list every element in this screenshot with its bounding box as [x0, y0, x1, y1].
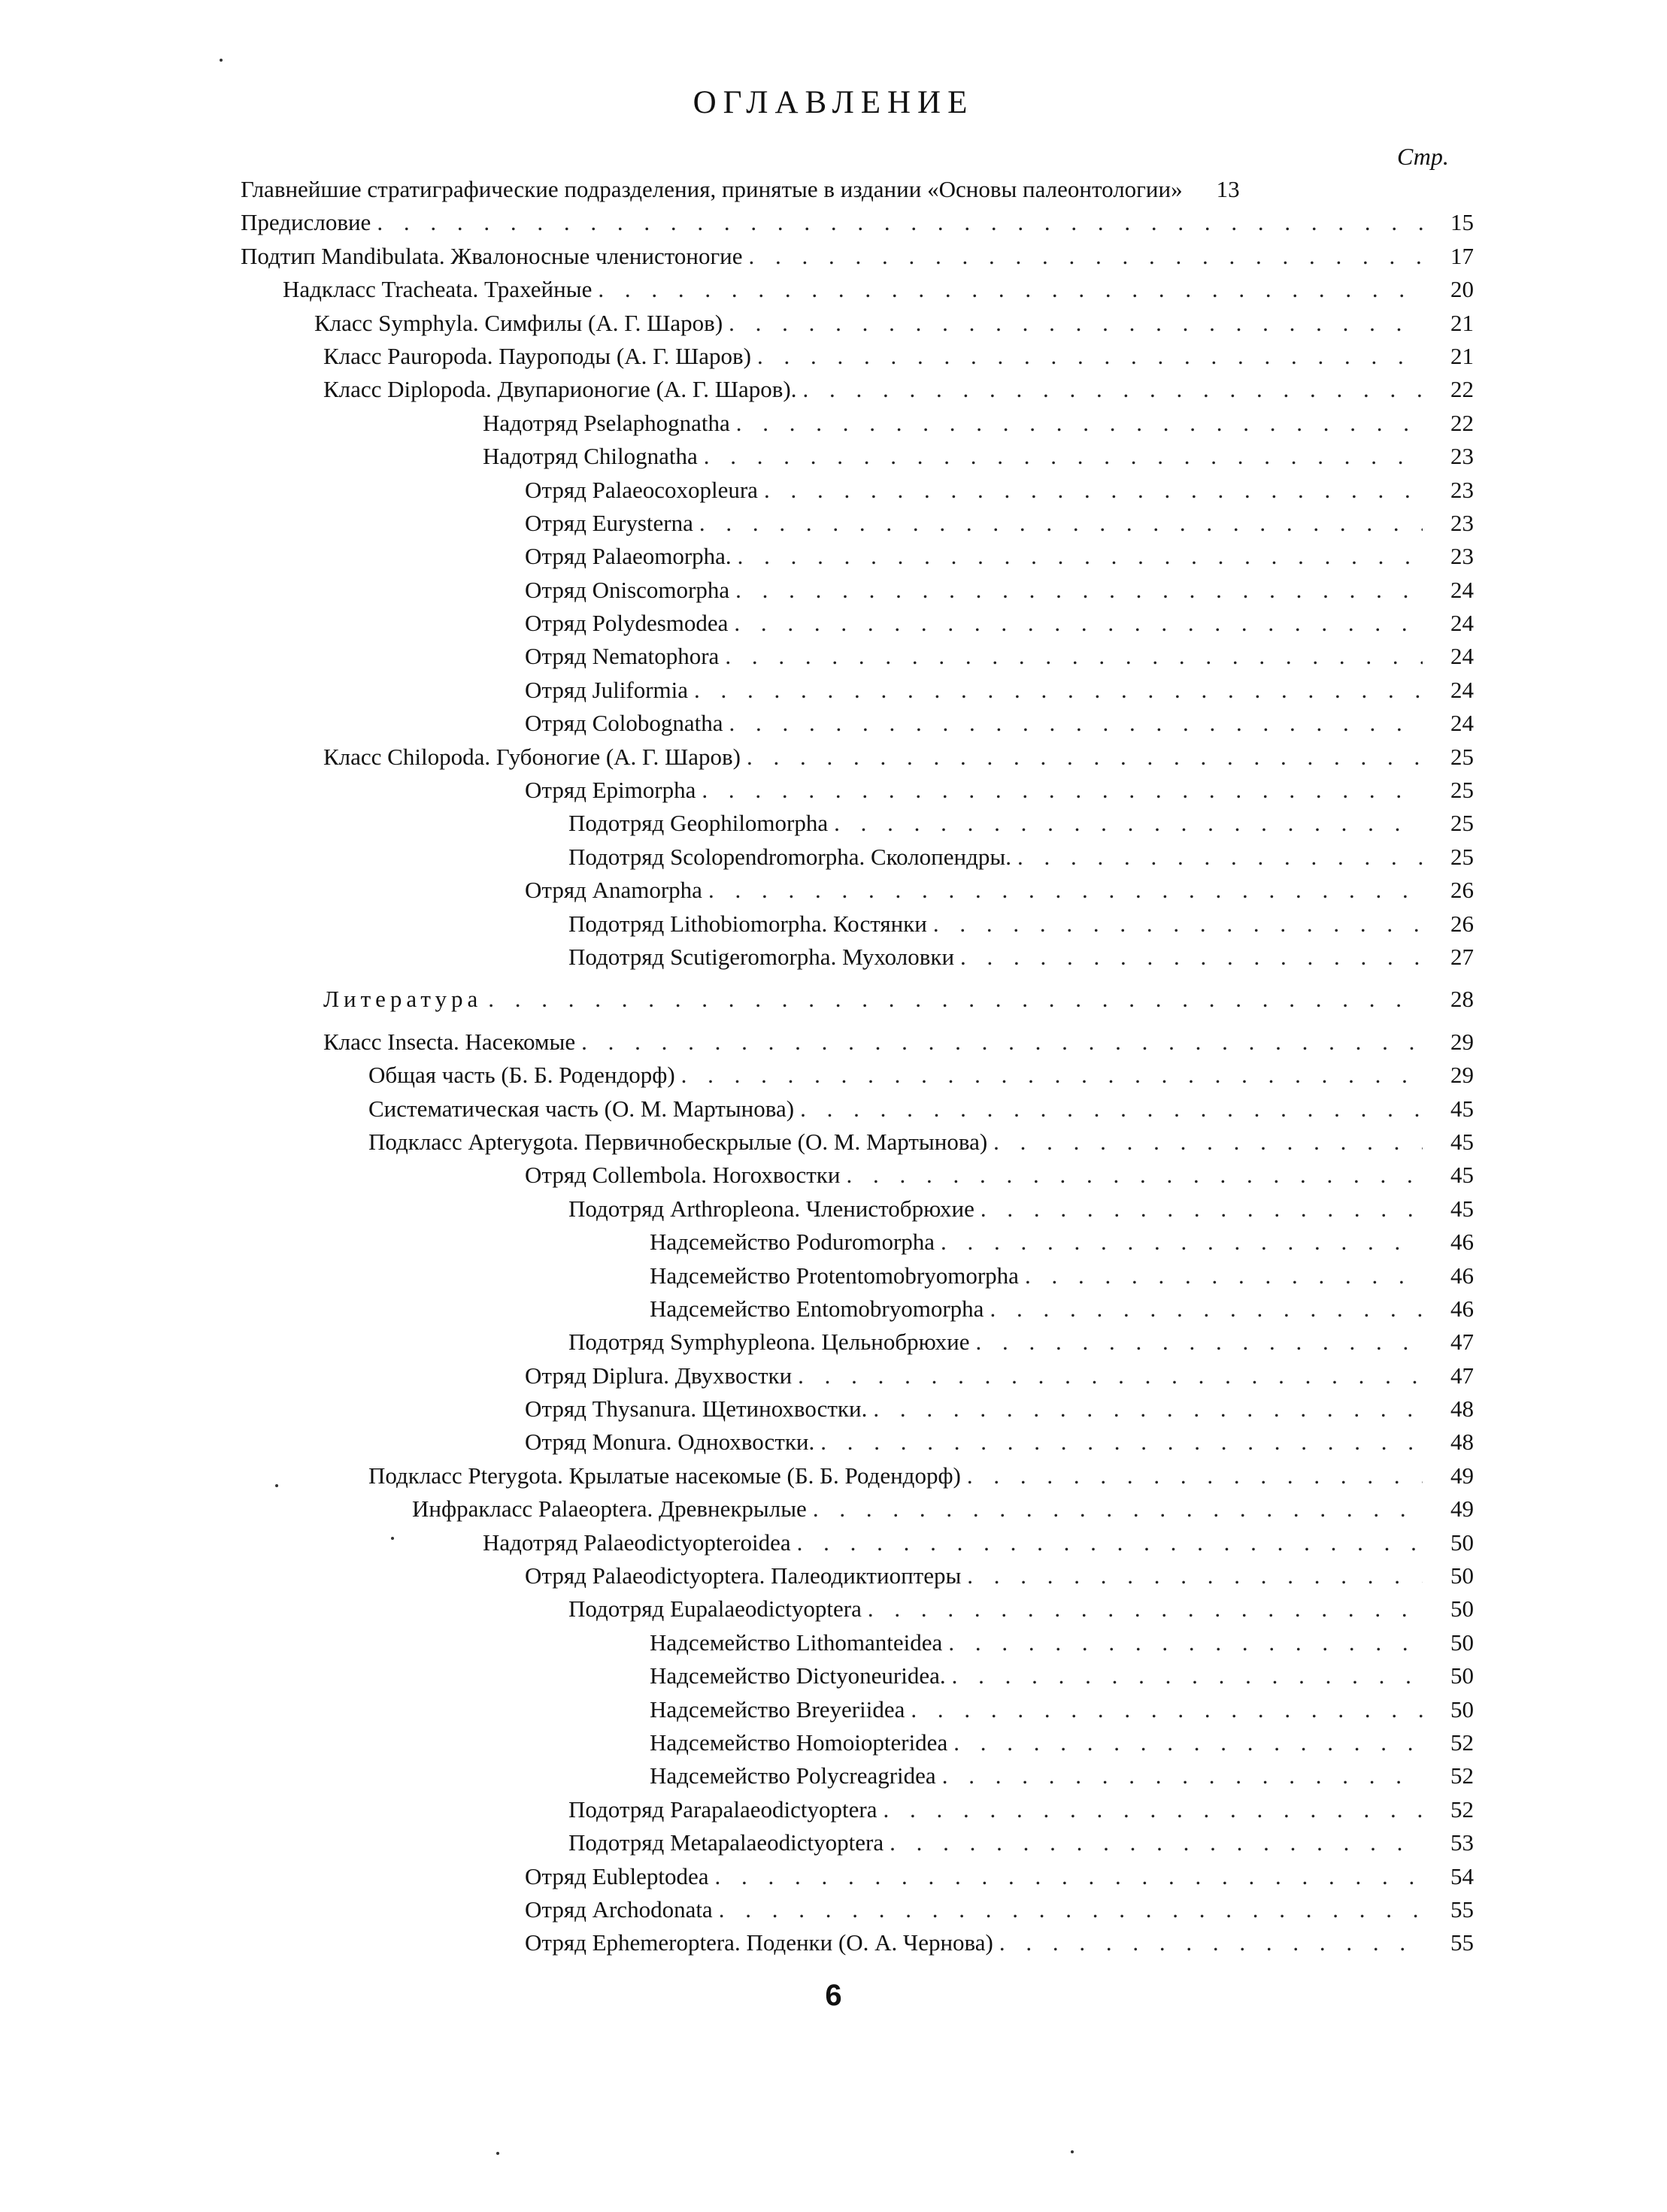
toc-entry — [241, 1860, 1474, 1893]
toc-entry-title: Главнейшие стратиграфические подразделения, принятые в издании «Основы палеонтологии» — [241, 176, 1183, 202]
toc-entry-page: 45 — [1450, 1128, 1474, 1155]
toc-entry-page: 52 — [1450, 1762, 1474, 1789]
toc-entry — [241, 574, 1474, 607]
toc-entry-page: 22 — [1450, 376, 1474, 403]
toc-entry-page: 48 — [1450, 1395, 1474, 1423]
toc-entry-page: 50 — [1450, 1529, 1474, 1556]
toc-entry — [241, 1459, 1474, 1492]
toc-entry-page: 23 — [1450, 443, 1474, 470]
toc-entry-title: Отряд Palaeomorpha. — [525, 543, 732, 570]
toc-entry-page: 26 — [1450, 877, 1474, 904]
toc-entry-page: 50 — [1450, 1662, 1474, 1689]
toc-entry — [241, 340, 1474, 373]
toc-entry-page: 13 — [1216, 176, 1240, 202]
toc-entry-page: 50 — [1450, 1629, 1474, 1656]
dot-leader — [694, 674, 1423, 707]
page-column-header: Стр. — [1397, 143, 1449, 170]
toc-entry-page: 53 — [1450, 1829, 1474, 1856]
dot-leader — [377, 206, 1423, 239]
toc-entry-title: Надсемейство Polycreagridea — [650, 1762, 936, 1789]
toc-entry — [241, 1559, 1474, 1592]
dot-leader — [967, 1559, 1423, 1592]
toc-entry-title: Отряд Diplura. Двухвостки — [525, 1362, 793, 1389]
toc-entry-page: 46 — [1450, 1229, 1474, 1256]
toc-entry-title: Отряд Nematophora — [525, 643, 720, 670]
toc-entry-page: 50 — [1450, 1695, 1474, 1723]
dot-leader — [581, 1026, 1423, 1059]
toc-entry — [241, 540, 1474, 573]
dot-leader — [960, 941, 1423, 974]
dot-leader — [990, 1292, 1423, 1326]
dot-leader — [729, 307, 1423, 340]
dot-leader — [933, 908, 1423, 941]
toc-entry — [241, 1326, 1474, 1359]
toc-entry-page: 25 — [1450, 810, 1474, 837]
print-speck — [220, 59, 223, 62]
toc-entry — [241, 440, 1474, 473]
toc-entry-title: Отряд Anamorpha — [525, 877, 702, 904]
toc-entry-title: Отряд Palaeodictyoptera. Палеодиктиоптеры — [525, 1562, 962, 1589]
toc-entry — [241, 1826, 1474, 1859]
toc-entry-title: Класс Diplopoda. Двупарионогие (А. Г. Шаров). — [323, 376, 797, 403]
contents-title: ОГЛАВЛЕНИЕ — [693, 85, 974, 120]
toc-entry-page: 45 — [1450, 1162, 1474, 1189]
dot-leader — [948, 1626, 1423, 1659]
toc-entry-page: 47 — [1450, 1362, 1474, 1389]
toc-entry — [241, 1359, 1474, 1392]
dot-leader — [800, 1092, 1423, 1126]
toc-entry-page: 17 — [1450, 242, 1474, 269]
toc-entry-title: Надсемейство Protentomobryomorpha — [650, 1262, 1019, 1289]
toc-entry-page: 26 — [1450, 910, 1474, 937]
dot-leader — [975, 1326, 1423, 1359]
dot-leader — [993, 1126, 1423, 1159]
dot-leader — [708, 874, 1423, 907]
toc-entry-title: Отряд Eurysterna — [525, 509, 693, 536]
toc-entry-page: 46 — [1450, 1295, 1474, 1322]
toc-entry-page: 50 — [1450, 1595, 1474, 1623]
toc-entry-page: 28 — [1450, 986, 1474, 1013]
toc-entry-page: 21 — [1450, 309, 1474, 336]
toc-entry — [241, 1726, 1474, 1759]
toc-entry-title: Класс Symphyla. Симфилы (А. Г. Шаров) — [314, 309, 723, 336]
toc-entry — [241, 273, 1474, 306]
toc-entry-page: 15 — [1450, 209, 1474, 236]
dot-leader — [747, 741, 1423, 774]
toc-entry-title: Надсемейство Entomobryomorpha — [650, 1295, 984, 1322]
dot-leader — [942, 1759, 1423, 1792]
toc-entry — [241, 307, 1474, 340]
toc-entry — [241, 206, 1474, 239]
toc-entry-title: Надсемейство Poduromorpha — [650, 1229, 935, 1256]
toc-entry-title: Подкласс Apterygota. Первичнобескрылые (О. М. Мартынова) — [368, 1128, 988, 1155]
toc-entry — [241, 1192, 1474, 1226]
toc-entry — [241, 1126, 1474, 1159]
section-gap — [241, 1017, 1474, 1026]
toc-entry-page: 24 — [1450, 576, 1474, 603]
dot-leader — [757, 340, 1423, 373]
toc-entry-title: Класс Insecta. Насекомые — [323, 1028, 576, 1055]
toc-entry-page: 47 — [1450, 1329, 1474, 1356]
toc-entry-page: 20 — [1450, 276, 1474, 303]
toc-entry — [241, 1793, 1474, 1826]
toc-entry — [241, 841, 1474, 874]
dot-leader — [883, 1793, 1423, 1826]
dot-leader — [598, 273, 1423, 306]
toc-entry-page: 24 — [1450, 676, 1474, 703]
toc-entry-title: Отряд Ephemeroptera. Поденки (О. А. Чернова) — [525, 1929, 993, 1956]
dot-leader — [798, 1359, 1423, 1392]
toc-entry-title: Надотряд Pselaphognatha — [483, 409, 730, 436]
toc-entry-title: Отряд Polydesmodea — [525, 610, 729, 637]
toc-entry — [241, 1026, 1474, 1059]
toc-entry — [241, 741, 1474, 774]
toc-entry-title: Подотряд Lithobiomorpha. Костянки — [568, 910, 927, 937]
dot-leader — [764, 474, 1423, 507]
dot-leader — [719, 1893, 1423, 1926]
toc-entry — [241, 240, 1474, 273]
toc-entry-page: 49 — [1450, 1495, 1474, 1523]
toc-entry-title: Надсемейство Lithomanteidea — [650, 1629, 943, 1656]
toc-entry-page: 21 — [1450, 342, 1474, 369]
toc-entry-title: Надсемейство Dictyoneuridea. — [650, 1662, 946, 1689]
toc-entry — [241, 1592, 1474, 1626]
toc-entry-title: Надсемейство Breyeriidea — [650, 1695, 905, 1723]
toc-entry-title: Инфракласс Palaeoptera. Древнекрылые — [412, 1495, 807, 1523]
toc-entry-page: 49 — [1450, 1462, 1474, 1489]
dot-leader — [813, 1492, 1423, 1526]
toc-entry — [241, 373, 1474, 406]
toc-entry-page: 25 — [1450, 743, 1474, 770]
section-gap — [241, 974, 1474, 983]
dot-leader — [797, 1526, 1423, 1559]
dot-leader — [736, 407, 1423, 440]
toc-entry — [241, 1059, 1474, 1092]
toc-entry — [241, 1759, 1474, 1792]
toc-entry — [241, 874, 1474, 907]
toc-entry — [241, 707, 1474, 740]
toc-entry-title: Надотряд Palaeodictyopteroidea — [483, 1529, 791, 1556]
toc-entry-title: Отряд Palaeocoxopleura — [525, 476, 758, 503]
toc-entry-title: Отряд Monura. Однохвостки. — [525, 1429, 815, 1456]
toc-entry-page: 23 — [1450, 476, 1474, 503]
dot-leader — [681, 1059, 1423, 1092]
toc-entry-title: Отряд Epimorpha — [525, 777, 696, 804]
toc-entry-page: 23 — [1450, 543, 1474, 570]
toc-entry — [241, 1626, 1474, 1659]
toc-entry — [241, 1259, 1474, 1292]
page-number: 6 — [825, 1979, 842, 2012]
dot-leader — [734, 607, 1423, 640]
toc-entry-page: 29 — [1450, 1062, 1474, 1089]
toc-entry — [241, 1159, 1474, 1192]
toc-entry-title: Надотряд Chilognatha — [483, 443, 698, 470]
toc-entry-title: Отряд Colobognatha — [525, 710, 723, 737]
dot-leader — [980, 1192, 1423, 1226]
toc-entry — [241, 507, 1474, 540]
toc-entry-page: 45 — [1450, 1095, 1474, 1122]
toc-entry — [241, 1693, 1474, 1726]
toc-entry-title: Отряд Juliformia — [525, 676, 689, 703]
dot-leader — [999, 1926, 1423, 1959]
toc-entry-title: Подотряд Parapalaeodictyoptera — [568, 1795, 877, 1823]
dot-leader — [868, 1592, 1423, 1626]
toc-entry-title: Литература — [323, 986, 483, 1013]
dot-leader — [834, 807, 1423, 840]
dot-leader — [873, 1392, 1423, 1426]
dot-leader — [725, 640, 1423, 673]
dot-leader — [953, 1726, 1423, 1759]
toc-entry-title: Подотряд Scutigeromorpha. Мухоловки — [568, 943, 955, 970]
toc-entry-title: Систематическая часть (О. М. Мартынова) — [368, 1095, 795, 1122]
dot-leader — [699, 507, 1423, 540]
toc-entry-title: Подотряд Metapalaeodictyoptera — [568, 1829, 884, 1856]
toc-entry-page: 52 — [1450, 1729, 1474, 1756]
toc-entry-title: Отряд Archodonata — [525, 1895, 713, 1923]
toc-entry-page: 23 — [1450, 509, 1474, 536]
toc-entry-title: Класс Pauropoda. Пауроподы (А. Г. Шаров) — [323, 342, 752, 369]
toc-entry-title: Надкласс Tracheata. Трахейные — [283, 276, 593, 303]
dot-leader — [803, 373, 1423, 406]
toc-entry-page: 27 — [1450, 943, 1474, 970]
toc-entry — [241, 1292, 1474, 1326]
toc-entry-page: 24 — [1450, 643, 1474, 670]
dot-leader — [729, 707, 1423, 740]
dot-leader — [911, 1693, 1423, 1726]
toc-entry-title: Класс Chilopoda. Губоногие (А. Г. Шаров) — [323, 743, 741, 770]
toc-entry — [241, 807, 1474, 840]
toc-entry-page: 45 — [1450, 1195, 1474, 1222]
toc-entry-page: 22 — [1450, 409, 1474, 436]
toc-entry — [241, 774, 1474, 807]
toc-entry-page: 25 — [1450, 843, 1474, 870]
toc-entry-title: Подтип Mandibulata. Жвалоносные членистоногие — [241, 242, 743, 269]
print-speck — [496, 2152, 499, 2155]
dot-leader — [952, 1659, 1423, 1692]
toc-entry — [241, 1526, 1474, 1559]
toc-entry — [241, 674, 1474, 707]
dot-leader — [941, 1226, 1423, 1259]
toc-entry-title: Подотряд Arthropleona. Членистобрюхие — [568, 1195, 974, 1222]
toc-entry-title: Подотряд Eupalaeodictyoptera — [568, 1595, 862, 1623]
toc-entry — [241, 1092, 1474, 1126]
toc-entry-title: Подотряд Scolopendromorpha. Сколопендры. — [568, 843, 1011, 870]
dot-leader — [846, 1159, 1423, 1192]
dot-leader — [1025, 1259, 1423, 1292]
dot-leader — [735, 574, 1423, 607]
dot-leader — [1017, 841, 1423, 874]
toc-entry-title: Подотряд Geophilomorpha — [568, 810, 829, 837]
toc-entry-page: 24 — [1450, 710, 1474, 737]
toc-entry-page: 25 — [1450, 777, 1474, 804]
table-of-contents — [241, 173, 1474, 1960]
toc-entry — [241, 173, 1474, 206]
dot-leader — [738, 540, 1423, 573]
toc-entry-page: 48 — [1450, 1429, 1474, 1456]
dot-leader — [488, 983, 1423, 1016]
toc-entry — [241, 1392, 1474, 1426]
print-speck — [391, 1537, 394, 1540]
dot-leader — [749, 240, 1423, 273]
toc-entry — [241, 407, 1474, 440]
toc-entry — [241, 1492, 1474, 1526]
toc-entry — [241, 941, 1474, 974]
dot-leader — [702, 774, 1423, 807]
toc-entry-title: Отряд Eubleptodea — [525, 1862, 709, 1889]
toc-entry-page: 29 — [1450, 1028, 1474, 1055]
toc-entry — [241, 983, 1474, 1016]
toc-entry-page: 55 — [1450, 1929, 1474, 1956]
print-speck — [1071, 2150, 1074, 2153]
toc-entry — [241, 607, 1474, 640]
toc-entry-page: 46 — [1450, 1262, 1474, 1289]
toc-entry — [241, 1659, 1474, 1692]
toc-entry-title: Отряд Thysanura. Щетинохвостки. — [525, 1395, 868, 1423]
toc-entry-title: Предисловие — [241, 209, 371, 236]
toc-entry-title: Общая часть (Б. Б. Родендорф) — [368, 1062, 675, 1089]
toc-entry — [241, 1893, 1474, 1926]
toc-entry-title: Подотряд Symphypleona. Цельнобрюхие — [568, 1329, 970, 1356]
print-speck — [275, 1484, 278, 1487]
toc-entry — [241, 1926, 1474, 1959]
toc-entry-page: 52 — [1450, 1795, 1474, 1823]
toc-entry-title: Надсемейство Homoiopteridea — [650, 1729, 948, 1756]
toc-entry-title: Отряд Oniscomorpha — [525, 576, 730, 603]
toc-entry-page: 50 — [1450, 1562, 1474, 1589]
dot-leader — [715, 1860, 1423, 1893]
toc-entry-title: Подкласс Pterygota. Крылатые насекомые (Б. Б. Родендорф) — [368, 1462, 961, 1489]
toc-entry-page: 54 — [1450, 1862, 1474, 1889]
toc-entry — [241, 908, 1474, 941]
toc-entry — [241, 640, 1474, 673]
toc-entry-title: Отряд Collembola. Ногохвостки — [525, 1162, 841, 1189]
toc-entry-page: 55 — [1450, 1895, 1474, 1923]
toc-entry-page: 24 — [1450, 610, 1474, 637]
dot-leader — [820, 1426, 1423, 1459]
toc-entry — [241, 474, 1474, 507]
dot-leader — [890, 1826, 1423, 1859]
dot-leader — [967, 1459, 1423, 1492]
toc-entry — [241, 1426, 1474, 1459]
dot-leader — [704, 440, 1423, 473]
toc-entry — [241, 1226, 1474, 1259]
